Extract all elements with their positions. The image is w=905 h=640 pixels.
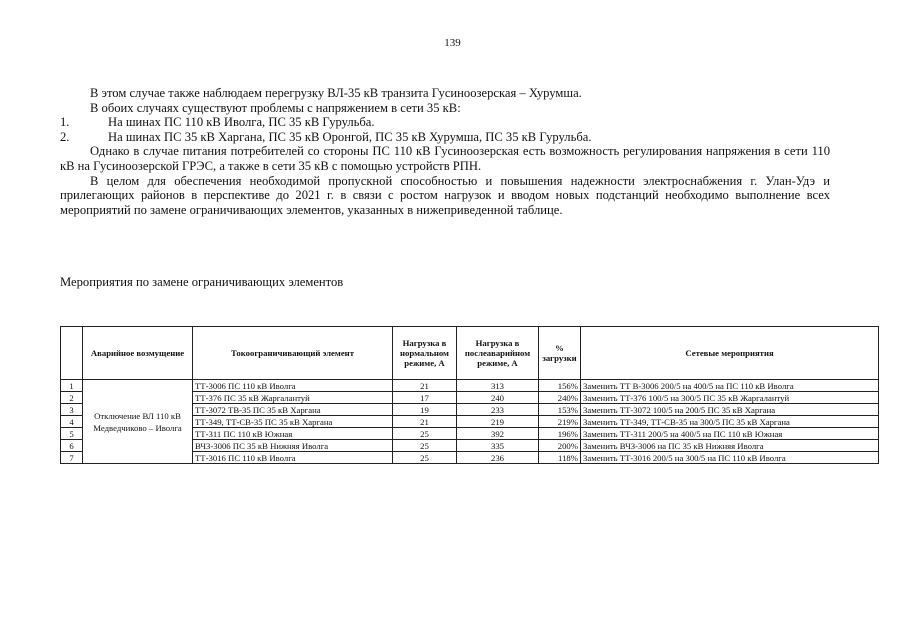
percent-cell: 240% — [539, 392, 581, 404]
percent-cell: 196% — [539, 428, 581, 440]
list-item — [60, 130, 830, 145]
normal-load-cell: 25 — [393, 428, 457, 440]
post-load-cell: 219 — [457, 416, 539, 428]
post-load-cell: 233 — [457, 404, 539, 416]
table-header-row — [61, 327, 879, 380]
list-item-number: 1. — [60, 115, 70, 130]
measure-cell: Заменить ТТ-311 200/5 на 400/5 на ПС 110 кВ Южная — [581, 428, 879, 440]
element-cell: ТТ-349, ТТ-СВ-35 ПС 35 кВ Харгана — [193, 416, 393, 428]
measure-cell: Заменить ТТ-3016 200/5 на 300/5 на ПС 110 кВ Иволга — [581, 452, 879, 464]
list-item-number: 2. — [60, 129, 70, 144]
measure-cell: Заменить ТТ-349, ТТ-СВ-35 на 300/5 ПС 35 кВ Харгана — [581, 416, 879, 428]
row-number: 3 — [61, 404, 83, 416]
header-disturbance: Аварийное возмущение — [83, 327, 193, 380]
post-load-cell: 313 — [457, 380, 539, 392]
measure-cell: Заменить ТТ-376 100/5 на 300/5 ПС 35 кВ Жаргалантуй — [581, 392, 879, 404]
list-item-text: На шинах ПС 35 кВ Харгана, ПС 35 кВ Оронгой, ПС 35 кВ Хурумша, ПС 35 кВ Гурульба. — [108, 129, 592, 144]
percent-cell: 219% — [539, 416, 581, 428]
element-cell: ТТ-3016 ПС 110 кВ Иволга — [193, 452, 393, 464]
disturbance-cell: Отключение ВЛ 110 кВ Медведчиково – Иволга — [83, 380, 193, 464]
normal-load-cell: 17 — [393, 392, 457, 404]
row-number: 1 — [61, 380, 83, 392]
element-cell: ТТ-3006 ПС 110 кВ Иволга — [193, 380, 393, 392]
normal-load-cell: 19 — [393, 404, 457, 416]
percent-cell: 118% — [539, 452, 581, 464]
post-load-cell: 335 — [457, 440, 539, 452]
header-num — [61, 327, 83, 380]
table-row — [61, 380, 879, 392]
measures-table — [60, 326, 879, 464]
normal-load-cell: 21 — [393, 380, 457, 392]
paragraph-overload: В этом случае также наблюдаем перегрузку ВЛ-35 кВ транзита Гусиноозерская – Хурумша. — [90, 86, 582, 100]
header-measures: Сетевые мероприятия — [581, 327, 879, 380]
row-number: 5 — [61, 428, 83, 440]
normal-load-cell: 21 — [393, 416, 457, 428]
section-title: Мероприятия по замене ограничивающих элементов — [60, 275, 344, 289]
normal-load-cell: 25 — [393, 452, 457, 464]
post-load-cell: 392 — [457, 428, 539, 440]
measure-cell: Заменить ТТ-3072 100/5 на 200/5 ПС 35 кВ Харгана — [581, 404, 879, 416]
element-cell: ВЧЗ-3006 ПС 35 кВ Нижняя Иволга — [193, 440, 393, 452]
element-cell: ТТ-3072 ТВ-35 ПС 35 кВ Харгана — [193, 404, 393, 416]
row-number: 2 — [61, 392, 83, 404]
measure-cell: Заменить ТТ В-3006 200/5 на 400/5 на ПС 110 кВ Иволга — [581, 380, 879, 392]
percent-cell: 153% — [539, 404, 581, 416]
paragraph-conclusion: В целом для обеспечения необходимой пропускной способностью и повышения надежности электроснабжения г. Улан-Удэ и прилегающих районов в перспективе до 2021 г. в связи с ростом нагрузок и вводом новых подстанций необходимо выполнение всех мероприятий по замене ограничивающих элементов, указанных в нижеприведенной таблице. — [60, 173, 830, 217]
measure-cell: Заменить ВЧЗ-3006 на ПС 35 кВ Нижняя Иволга — [581, 440, 879, 452]
percent-cell: 200% — [539, 440, 581, 452]
element-cell: ТТ-311 ПС 110 кВ Южная — [193, 428, 393, 440]
normal-load-cell: 25 — [393, 440, 457, 452]
row-number: 4 — [61, 416, 83, 428]
body-text — [60, 86, 830, 217]
page-number: 139 — [444, 37, 461, 49]
list-item-text: На шинах ПС 110 кВ Иволга, ПС 35 кВ Гурульба. — [108, 115, 375, 130]
paragraph-voltage-problems: В обоих случаях существуют проблемы с напряжением в сети 35 кВ: — [90, 100, 461, 115]
header-percent: % загрузки — [539, 327, 581, 380]
row-number: 6 — [61, 440, 83, 452]
list-item — [60, 115, 830, 130]
post-load-cell: 240 — [457, 392, 539, 404]
percent-cell: 156% — [539, 380, 581, 392]
paragraph-regulation: Однако в случае питания потребителей со стороны ПС 110 кВ Гусиноозерская есть возможность регулирования напряжения в сети 110 кВ на Гусиноозерской ГРЭС, а также в сети 35 кВ с помощью устройств РПН. — [60, 144, 830, 173]
header-post-load: Нагрузка в послеаварийном режиме, А — [457, 327, 539, 380]
row-number: 7 — [61, 452, 83, 464]
header-normal-load: Нагрузка в нормальном режиме, А — [393, 327, 457, 380]
element-cell: ТТ-376 ПС 35 кВ Жаргалантуй — [193, 392, 393, 404]
post-load-cell: 236 — [457, 452, 539, 464]
header-element: Токоограничивающий элемент — [193, 327, 393, 380]
